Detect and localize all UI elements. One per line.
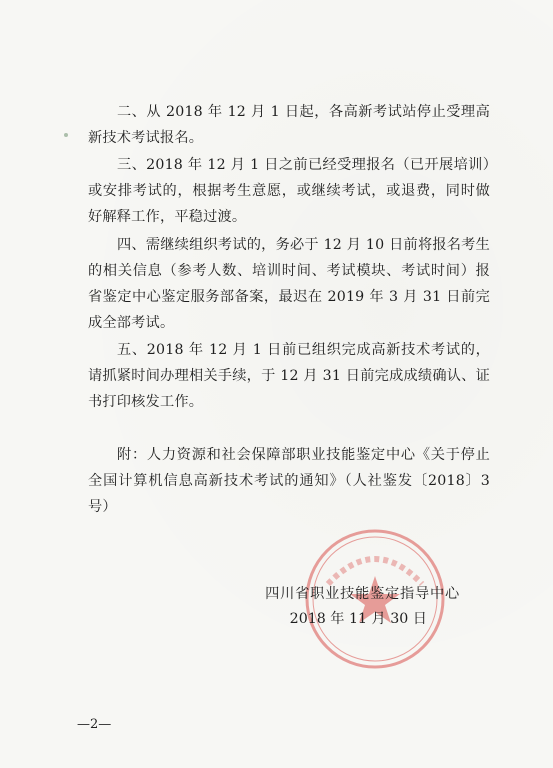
paragraph-2 xyxy=(88,99,490,151)
paragraph-5 xyxy=(88,337,490,415)
paragraph-3-text: 三、2018 年 12 月 1 日之前已经受理报名（已开展培训）或安排考试的，根据考生意愿，或继续考试，或退费，同时做好解释工作，平稳过渡。 xyxy=(88,157,490,225)
ink-speck xyxy=(64,133,68,137)
paragraph-4-text: 四、需继续组织考试的，务必于 12 月 10 日前将报名考生的相关信息（参考人数、培训时间、考试模块、考试时间）报省鉴定中心鉴定服务部备案，最迟在 2019 年 3 月 31 日前完成全部考试。 xyxy=(88,237,490,331)
paragraph-4 xyxy=(88,232,490,336)
issue-date: 2018 年 11 月 30 日 xyxy=(289,611,427,627)
issuing-organization: 四川省职业技能鉴定指导中心 xyxy=(265,586,460,602)
page-number: —2— xyxy=(77,717,112,732)
paragraph-2-text: 二、从 2018 年 12 月 1 日起，各高新考试站停止受理高新技术考试报名。 xyxy=(88,104,490,146)
attachment-text: 附：人力资源和社会保障部职业技能鉴定中心《关于停止全国计算机信息高新技术考试的通知》（人社鉴发〔2018〕3 号） xyxy=(88,447,490,515)
attachment-note xyxy=(88,442,490,520)
paragraph-5-text: 五、2018 年 12 月 1 日前已组织完成高新技术考试的，请抓紧时间办理相关手续，于 12 月 31 日前完成成绩确认、证书打印核发工作。 xyxy=(88,342,490,410)
paragraph-3 xyxy=(88,152,490,230)
